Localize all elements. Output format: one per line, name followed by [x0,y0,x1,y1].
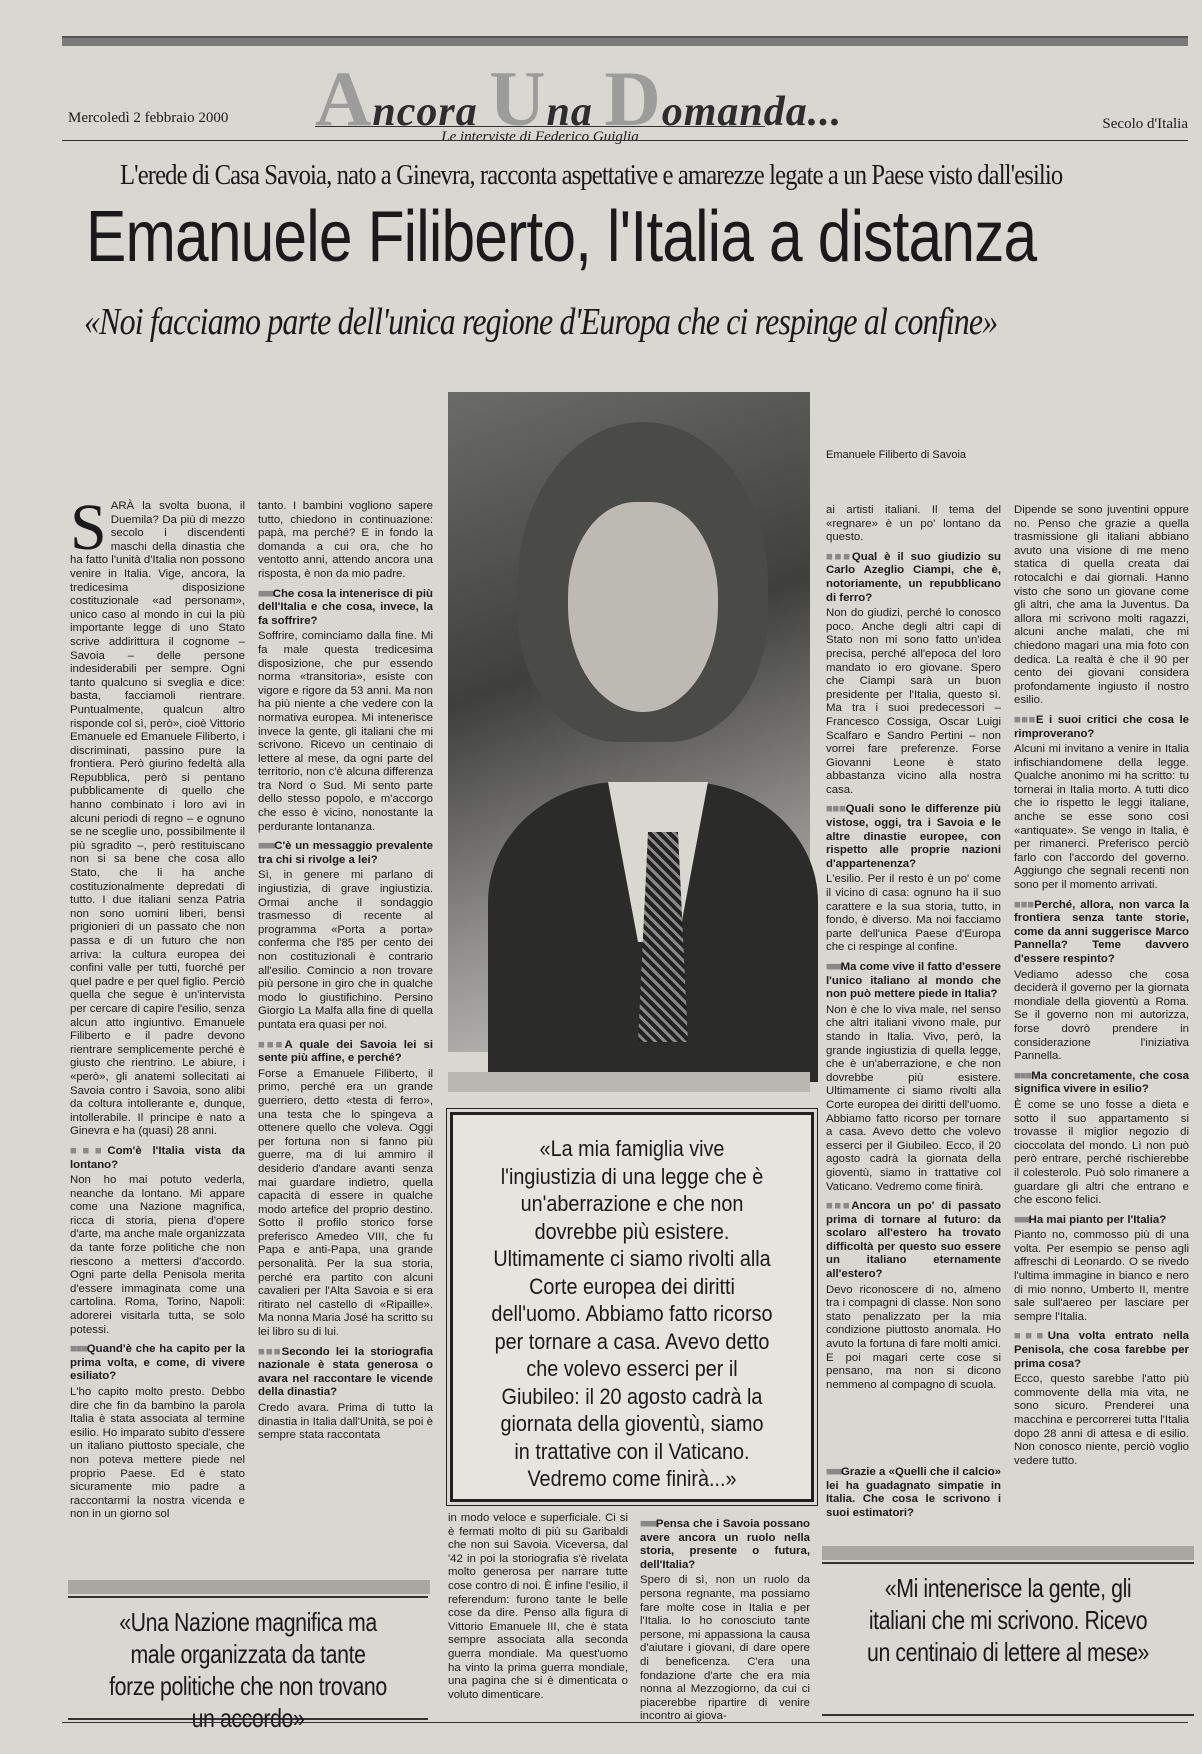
question: ■■■ Ancora un po' di passato prima di tornare al futuro: da scolaro all'estero ha trovato difficoltà per questo suo essere un italiano eternamente all'estero? [826,1200,1001,1282]
answer: Ecco, questo sarebbe l'atto più commovente della mia vita, ne sono sicuro. Prenderei una macchina e percorrerei tutta l'Italia dopo 28 anni di attesa e di esilio. Non conosco niente, perciò voglio vedere tutto. [1014,1373,1189,1467]
central-quote-box [450,1112,814,1502]
pullquote-left-text: «Una Nazione magnifica ma male organizzata da tante forze politiche che non trovano un accordo» [109,1607,387,1733]
answer: Credo avara. Prima di tutto la dinastia in Italia dall'Unità, se poi è sempre stata raccontata [258,1402,433,1442]
text-column-2 [258,500,433,1580]
text-column-4 [1014,504,1189,1504]
question: ■■■ A quale dei Savoia lei si sente più affine, e perché? [258,1039,433,1066]
question: ■■■ E i suoi critici che cosa le rimproverano? [1014,714,1189,741]
central-quote-text: «La mia famiglia vive l'ingiustizia di una legge che è un'aberrazione e che non dovrebbe più esistere. Ultimamente ci siamo rivolti alla Corte europea dei diritti dell'uomo. Abbiamo fatto ricorso per tornare a casa. Avevo detto che volevo esserci per il Giubileo: il 20 agosto cadrà la giornata della gioventù, siamo in trattative con il Vaticano. Vedremo come finirà...» [491,1136,773,1491]
question: ■■■ Quand'è che ha capito per la prima volta, e come, di vivere esiliato? [70,1343,245,1384]
photo-face [568,502,718,712]
intro-text: ARÀ la svolta buona, il Duemila? Da più di mezzo secolo i discendenti maschi della dinastia che ha fatto l'unità d'Italia non possono venire in Italia. Vige, ancora, la tredicesima disposizione costituzionale «ad personam», unico caso al mondo in cui la più importante legge di uno Stato scrive addirittura il cognome – Savoia – delle persone indesiderabili per sempre. Ogni tanto qualcuno si sveglia e dice: basta, facciamoli rientrare. Puntualmente, qualcun altro risponde col sì, però», cioè Vittorio Emanuele ed Emanuele Filiberto, i discriminati, passino pure la frontiera. Però giurino fedeltà alla Repubblica, però si pentano pubblicamente di quello che hanno combinato i loro avi in alcuni periodi di regno – e ognuno se ne sceglie uno, possibilmente il più sgradito –, però restituiscano non si sa bene che cosa allo Stato, che li ha anche costituzionalmente depredati di tutto. I due italiani senza Patria non sono uomini liberi, bensì prigionieri di un passato che non passa e di un futuro che non arriva: la cultura europea dei confini valle per tutti, fuorché per quel padre e per quel figlio. Perciò quella che segue è un'intervista per cercare di capire l'esilio, senza alcun atto ingiuntivo. Emanuele Filiberto e il padre devono rientrare semplicemente perché è giusto che rientrino. Le abiure, i «però», gli anatemi sollecitati ai Savoia contro i Savoia, sono alibi da coltura intollerante e, dunque, intollerabile. Il principe è nato a Ginevra e ha (quasi) 28 anni. [70,500,245,1138]
answer: Non do giudizi, perché lo conosco poco. Anche degli altri capi di Stato non mi sono fatto un'idea precisa, perché all'epoca del loro mandato io ero giovane. Spero che Ciampi sarà un buon presidente per l'Italia, questo sì. Ma tra i suoi predecessori – Francesco Cossiga, Oscar Luigi Scalfaro e Sandro Pertini – non vorrei fare preferenze. Forse Giovanni Leone è stato abbastanza vicino alla nostra casa. [826,607,1001,796]
rubric-masthead [315,48,905,144]
question: ■■■ C'è un messaggio prevalente tra chi si rivolge a lei? [258,840,433,867]
pullquote-right-text: «Mi intenerisce la gente, gli italiani che mi scrivono. Ricevo un centinaio di lettere al mese» [866,1573,1149,1667]
question: ■■■ Perché, allora, non varca la frontiera senza tante storie, come da anni suggerisce Marco Pannella? Teme davvero d'essere respinto? [1014,899,1189,967]
bottom-rule [62,1722,1188,1723]
answer: L'ho capito molto presto. Debbo dire che fin da bambino la parola Italia è stata associata al termine esilio. Ho imparato subito d'essere un italiano piuttosto speciale, che non poteva mettere piede nel proprio Paese. Ed è stato sicuramente mio padre a raccontarmi la nostra vicenda e non in un giorno sol [70,1386,245,1521]
photo-caption: Emanuele Filiberto di Savoia [826,449,967,461]
answer: Non è che lo viva male, nel senso che altri italiani vivono male, pur stando in Italia. Vivo, però, la grande ingiustizia di quella legge, che è un'aberrazione, e che non dovrebbe più esistere. Ultimamente ci siamo rivolti alla Corte europea dei diritti dell'uomo. Abbiamo fatto ricorso per tornare a casa. Avevo detto che volevo esserci per il Giubileo. Ecco, il 20 agosto cadrà la giornata della gioventù, siamo in trattative col Vaticano. Vedremo come finirà. [826,1003,1001,1193]
answer: Soffrire, cominciamo dalla fine. Mi fa male questa tredicesima disposizione, che pur essendo norma «transitoria», esiste con vigore e rigore da 53 anni. Ma non ha più niente a che vedere con la normativa europea. Mi intenerisce invece la gente, gli italiani che mi scrivono. Ricevo un centinaio di lettere al mese, da ogni parte del territorio, non c'è alcuna differenza tra Nord o Sud. Mi sento parte dello stesso popolo, e m'accorgo che esso è vicino, nonostante la perdurante lontananza. [258,630,433,833]
answer: ai artisti italiani. Il tema del «regnare» è un po' lontano da questo. [826,504,1001,544]
answer: Forse a Emanuele Filiberto, il primo, perché era un grande guerriero, detto «testa di ferro», una testa che lo spingeva a ottenere quello che voleva. Oggi per fortuna non si fanno più guerre, ma di lui ammiro il desiderio d'andare avanti senza mai guardare indietro, quella capacità di essere in qualche modo artefice del proprio destino. Sotto il profilo storico forse preferisco Amedeo VIII, che fu Papa e anti-Papa, una grande personalità. Per la sua storia, perché era partito con alcuni cavalieri per l'Alta Savoia e si era ritirato nel castello di «Ripaille». Ma nonna Maria José ha scritto su lei libro su di lui. [258,1067,433,1339]
rubric-word-domanda: omanda... [661,89,843,135]
text-column-1 [70,491,246,1580]
answer: L'esilio. Per il resto è un po' come il vicino di casa: ognuno ha il suo carattere e la sua storia, tutto, in fondo, è diverso. Ma noi facciamo parte dell'unica Paese d'Europa che ci respinge al confine. [826,873,1001,954]
article-kicker: L'erede di Casa Savoia, nato a Ginevra, racconta aspettative e amarezze legate a un Paese visto dall'esilio [120,160,1063,191]
question: ■■■ Pensa che i Savoia possano avere ancora un ruolo nella storia, presente o futura, dell'Italia? [640,1518,810,1572]
text-column-6 [640,1512,811,1723]
question: ■■■ Che cosa la intenerisce di più dell'Italia e che cosa, invece, la fa soffrire? [258,588,433,629]
rubric-word-una: na [546,89,605,135]
answer: Sì, in genere mi parlano di ingiustizia, di grave ingiustizia. Ormai anche il sondaggio trasmesso di recente al programma «Porta a porta» conferma che l'85 per cento dei non costituzionali è contrario all'esilio. Comincio a non trovare più persone in giro che in qualche modo lo giustifichino. Persino Giorgio La Malfa alla fine di quella puntata era quasi per noi. [258,869,433,1031]
answer: Non ho mai potuto vederla, neanche da lontano. Mi appare come una Nazione magnifica, ricca di storia, piena d'opere d'arte, ma anche male organizzata da tante forze politiche che non riescono a mettersi d'accordo. Ogni parte della Penisola merita d'essere immaginata come una cartolina. Roma, Torino, Napoli: adorerei visitarla tutta, se solo potessi. [70,1174,245,1336]
question: ■■■ Com'è l'Italia vista da lontano? [70,1145,245,1172]
article-subhead: «Noi facciamo parte dell'unica regione d'Europa che ci respinge al confine» [84,301,998,343]
pullquote-left-bar [68,1580,430,1594]
article-headline: Emanuele Filiberto, l'Italia a distanza [86,197,1037,277]
rubric-subtitle: Le interviste di Federico Guiglia [315,126,765,146]
question: ■■■ Una volta entrato nella Penisola, che cosa farebbe per prima cosa? [1014,1330,1189,1371]
header-rule [62,140,1188,141]
question: ■■■ Ma come vive il fatto d'essere l'unico italiano al mondo che non può mettere piede in Italia? [826,961,1001,1002]
answer: Dipende se sono juventini oppure no. Penso che grazie a quella trasmissione gli italiani abbiano avuto una visione di me meno statica di quella creata dai rotocalchi e dai giornali. Hanno visto che sono un giovane come gli altri, che ama la Juventus. Da allora mi scrivono molti ragazzi, alcuni anche malati, che mi chiedono magari una mia foto con dedica. La realtà è che il 90 per cento dei giovani considera profondamente ingiusto il nostro esilio. [1014,504,1189,707]
question: ■■■ Secondo lei la storiografia nazionale è stata generosa o avara nel raccontare le vicende della dinastia? [258,1346,433,1400]
intro-paragraph [70,491,245,1139]
answer: in modo veloce e superficiale. Ci si è fermati molto di più su Garibaldi che non sui Savoia. Viceversa, dal '42 in poi la storiografia s'è rivelata molto generosa per narrare tutte cose contro di noi. È infine l'esilio, il referendum: furono tante le belle cose da dire. Penso alla figura di Vittorio Emanuele III, che è stata sempre associata alla seconda guerra mondiale. Ma quest'uomo ha vinto la prima guerra mondiale, una pagina che si è dimenticata o voluto dimenticare. [448,1512,628,1701]
answer: Spero di sì, non un ruolo da persona regnante, ma possiamo fare molte cose in Italia e per l'Italia. Io ho conosciuto tante persone, mi appassiona la causa d'aiutare i giovani, di dare opere di beneficenza. C'era una fondazione d'arte che era mia nonna al Mezzogiorno, da cui ci piacerebbe ripartire di venire incontro ai giova- [640,1574,810,1723]
answer: Pianto no, commosso più di una volta. Per esempio se penso agli affreschi di Leonardo. O se rivedo l'ultima immagine in bianco e nero di mio nonno, Umberto II, mentre sale sull'aereo per lasciare per sempre l'Italia. [1014,1229,1189,1323]
portrait-photo [448,392,810,1052]
text-column-5 [448,1512,628,1712]
rubric-cap-a: A [315,55,373,142]
issue-date: Mercoledì 2 febbraio 2000 [68,110,229,126]
rubric-cap-d: D [604,55,662,142]
question: ■■■ Qual è il suo giudizio su Carlo Azeglio Ciampi, che è, notoriamente, un repubblicano di ferro? [826,551,1001,605]
answer: È come se uno fosse a dieta e sotto il suo appartamento si trovasse il miglior negozio di cioccolata del mondo. Lì non può però entrare, perché rischierebbe il colesterolo. Può solo rimanere a guardare gli altri che entrano e che escono felici. [1014,1098,1189,1207]
answer: Alcuni mi invitano a venire in Italia infischiandomene della legge. Qualche anonimo mi ha scritto: tu tornerai in Italia morto. A tutti dico che io rispetto le leggi italiane, anche se esse sono così «antiquate». Se vengo in Italia, è per rimanerci. Preferisco perciò farlo con l'accordo del governo. Aggiungo che segnali recenti non sono per il momento arrivati. [1014,743,1189,892]
answer: tanto. I bambini vogliono sapere tutto, chiedono in continuazione: papà, ma perché? E in fondo la domanda a cui ora, che ho ventotto anni, attendo ancora una risposta, è non da mio padre. [258,500,433,580]
answer: Vediamo adesso che cosa deciderà il governo per la giornata mondiale della gioventù a Roma. Se il governo non mi autorizza, forse dovrò prendere in considerazione l'iniziativa Pannella. [1014,968,1189,1063]
dropcap: S [70,491,107,564]
question: ■■■ Quali sono le differenze più vistose, oggi, tra i Savoia e le altre dinastie europee, con rispetto alle proprie nazioni d'appartenenza? [826,803,1001,871]
question: ■■■ Ma concretamente, che cosa significa vivere in esilio? [1014,1070,1189,1097]
text-column-3-end [826,1460,1001,1540]
rubric-word-ancora: ncora [372,89,490,135]
top-rule [62,36,1188,46]
pullquote-right-bar [822,1546,1194,1560]
newspaper-name: Secolo d'Italia [1102,116,1188,132]
question: ■■■ Ha mai pianto per l'Italia? [1014,1214,1189,1228]
pullquote-right [822,1562,1194,1716]
photo-bottom-bar [448,1072,810,1092]
text-column-3 [826,504,1001,1578]
rubric-cap-u: U [489,55,547,142]
question: ■■■ Grazie a «Quelli che il calcio» lei ha guadagnato simpatie in Italia. Che cosa le scrivono i suoi estimatori? [826,1466,1001,1520]
pullquote-left [68,1596,428,1733]
answer: Devo riconoscere di no, almeno tra i compagni di classe. Non sono stato penalizzato per la mia condizione piuttosto anomala. Ho avuto la fortuna di fare molti amici. E poi magari certe cose si pensano, ma non si dicono nemmeno al compagno di scuola. [826,1283,1001,1391]
